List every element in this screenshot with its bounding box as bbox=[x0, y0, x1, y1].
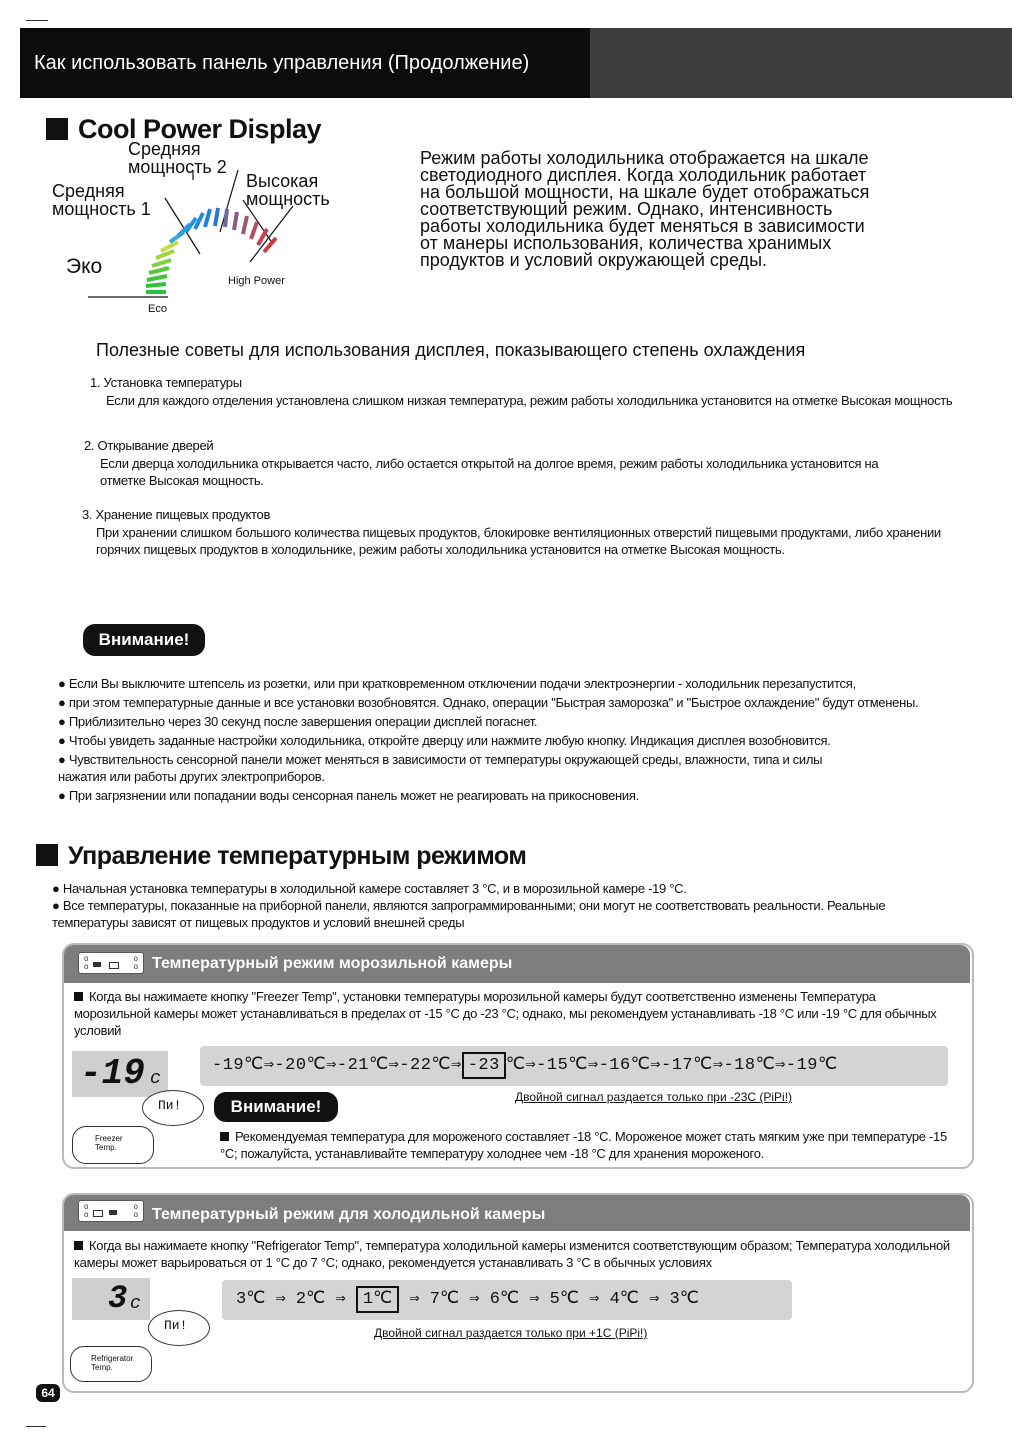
list-item: ● Чтобы увидеть заданные настройки холодильника, откройте дверцу или нажмите любую кнопку. Индикация дисплея возобновится. bbox=[58, 733, 831, 748]
fridge-display bbox=[72, 1278, 150, 1320]
fridge-panel-title: Температурный режим для холодильной камеры bbox=[152, 1206, 546, 1223]
refrigerator-temp-button[interactable] bbox=[70, 1346, 152, 1382]
tip-3-head: 3. Хранение пищевых продуктов bbox=[82, 507, 271, 522]
list-item: ● Приблизительно через 30 секунд после завершения операции дисплей погаснет. bbox=[58, 714, 538, 729]
freezer-display bbox=[72, 1051, 168, 1097]
tip-2-body: Если дверца холодильника открывается часто, либо остается открытой на долгое время, режим работы холодильника установится на отметке Высокая мощность. bbox=[100, 456, 879, 488]
cool-power-gauge bbox=[40, 150, 340, 320]
freezer-beep: Пи! bbox=[158, 1098, 182, 1113]
page-number: 64 bbox=[36, 1384, 60, 1402]
fridge-beep: Пи! bbox=[164, 1318, 188, 1333]
page-title: Как использовать панель управления (Продолжение) bbox=[20, 28, 590, 98]
bullet-square-icon bbox=[74, 1241, 83, 1250]
freezer-boxed-value: -23 bbox=[462, 1052, 506, 1079]
list-item: ● Начальная установка температуры в холодильной камере составляет 3 °C, и в морозильной камере -19 °C. bbox=[52, 881, 687, 896]
heading-square-icon bbox=[36, 844, 58, 866]
freezer-panel-title: Температурный режим морозильной камеры bbox=[152, 955, 513, 972]
label-mid2: Средняя мощность 2 bbox=[128, 139, 227, 177]
freezer-display-value: -19 bbox=[80, 1053, 145, 1094]
list-item: ● Если Вы выключите штепсель из розетки, или при кратковременном отключении подачи электроэнергии - холодильник перезапустится, bbox=[58, 676, 856, 691]
list-item: ● при этом температурные данные и все установки возобновятся. Однако, операции "Быстрая заморозка" и "Быстрое охлаждение" будут отменены. bbox=[58, 695, 919, 710]
freezer-caution-badge: Внимание! bbox=[214, 1092, 338, 1122]
freezer-note: Двойной сигнал раздается только при -23C (PiPi!) bbox=[515, 1090, 793, 1104]
freezer-caution-text: Рекомендуемая температура для мороженого составляет -18 °C. Мороженое может стать мягким уже при температуре -15 °C; пожалуйста, устанавливайте температуру холоднее чем -18 °C для хранения мороженого. bbox=[220, 1129, 947, 1161]
caution-list bbox=[58, 675, 998, 804]
page-crop-mark bbox=[26, 1426, 46, 1427]
tip-2-head: 2. Открывание дверей bbox=[84, 438, 214, 453]
cool-power-description: Режим работы холодильника отображается на шкале светодиодного дисплея. Когда холодильник работает на большой мощности, на шкале будет отображаться соответствующий режим. Однако, интенсивность работы холодильника будет меняться в зависимости от манеры использования, количества хранимых продуктов и условий окружающей среды. bbox=[420, 148, 870, 270]
temp-control-bullets bbox=[52, 880, 952, 931]
fridge-text: Когда вы нажимаете кнопку "Refrigerator Temp", температура холодильной камеры изменится соответствующим образом; Температура холодильной камеры может варьироваться от 1 °C до 7 °C; однако, рекомендуется устанавливать 3 °C в обычных условиях bbox=[74, 1238, 950, 1270]
cool-power-title: Cool Power Display bbox=[78, 114, 322, 144]
fridge-display-unit: c bbox=[130, 1294, 141, 1314]
tips-title: Полезные советы для использования дисплея, показывающего степень охлаждения bbox=[96, 340, 806, 360]
tip-3-body: При хранении слишком большого количества пищевых продуктов, блокировке вентиляционных отверстий пищевыми продуктами, либо хранении горячих пищевых продуктов в холодильнике, режим работы холодильника установится на отметке Высокая мощность. bbox=[96, 525, 941, 557]
freezer-sequence: -19℃⇒-20℃⇒-21℃⇒-22℃⇒ -23 ℃⇒-15℃⇒-16℃⇒-17℃⇒-18℃⇒-19℃ bbox=[200, 1046, 948, 1086]
bullet-square-icon bbox=[220, 1132, 229, 1141]
tip-1-body: Если для каждого отделения установлена слишком низкая температура, режим работы холодильника установится на отметке Высокая мощность bbox=[106, 393, 953, 408]
freezer-control-icon: o o o o bbox=[78, 952, 144, 974]
fridge-display-value: 3 bbox=[108, 1280, 128, 1317]
freezer-button-label: Freezer Temp. bbox=[95, 1134, 123, 1152]
label-eco: Eco bbox=[148, 303, 167, 315]
fridge-sequence: 3℃ ⇒ 2℃ ⇒ 1℃ ⇒ 7℃ ⇒ 6℃ ⇒ 5℃ ⇒ 4℃ ⇒ 3℃ bbox=[222, 1280, 792, 1320]
fridge-boxed-value: 1℃ bbox=[356, 1286, 399, 1313]
freezer-display-unit: c bbox=[150, 1069, 161, 1089]
caution-badge: Внимание! bbox=[83, 624, 205, 656]
freezer-text: Когда вы нажимаете кнопку "Freezer Temp", установки температуры морозильной камеры будут соответственно изменены Температура морозильной камеры может устанавливаться в пределах от -15 °C до -23 °C; однако, мы рекомендуем устанавливать -18 °C или -19 °C для обычных условий bbox=[74, 989, 937, 1038]
fridge-note: Двойной сигнал раздается только при +1C (PiPi!) bbox=[374, 1326, 648, 1340]
fridge-control-icon: o o o o bbox=[78, 1200, 144, 1222]
list-item: ● Все температуры, показанные на приборной панели, являются запрограммированными; они могут не соответствовать реальности. Реальные температуры зависят от пищевых продуктов и условий внешней среды bbox=[52, 898, 886, 930]
temp-control-heading bbox=[36, 842, 526, 871]
label-high-power: High Power bbox=[228, 275, 285, 287]
page-crop-mark bbox=[26, 20, 48, 21]
label-mid1: Средняя мощность 1 bbox=[52, 181, 151, 219]
temp-control-title: Управление температурным режимом bbox=[68, 842, 527, 870]
heading-square-icon bbox=[46, 118, 68, 140]
label-high: Высокая мощность bbox=[246, 171, 330, 209]
bullet-square-icon bbox=[74, 992, 83, 1001]
fridge-button-label: Refrigerator Temp. bbox=[91, 1354, 134, 1372]
tip-1-head: 1. Установка температуры bbox=[90, 375, 242, 390]
list-item: ● Чувствительность сенсорной панели может меняться в зависимости от температуры окружающей среды, влажности, типа и силы нажатия или работы других электроприборов. bbox=[58, 752, 823, 784]
list-item: ● При загрязнении или попадании воды сенсорная панель может не реагировать на прикосновения. bbox=[58, 788, 639, 803]
freezer-temp-button[interactable] bbox=[72, 1126, 154, 1164]
label-eco-ru: Эко bbox=[66, 255, 103, 278]
